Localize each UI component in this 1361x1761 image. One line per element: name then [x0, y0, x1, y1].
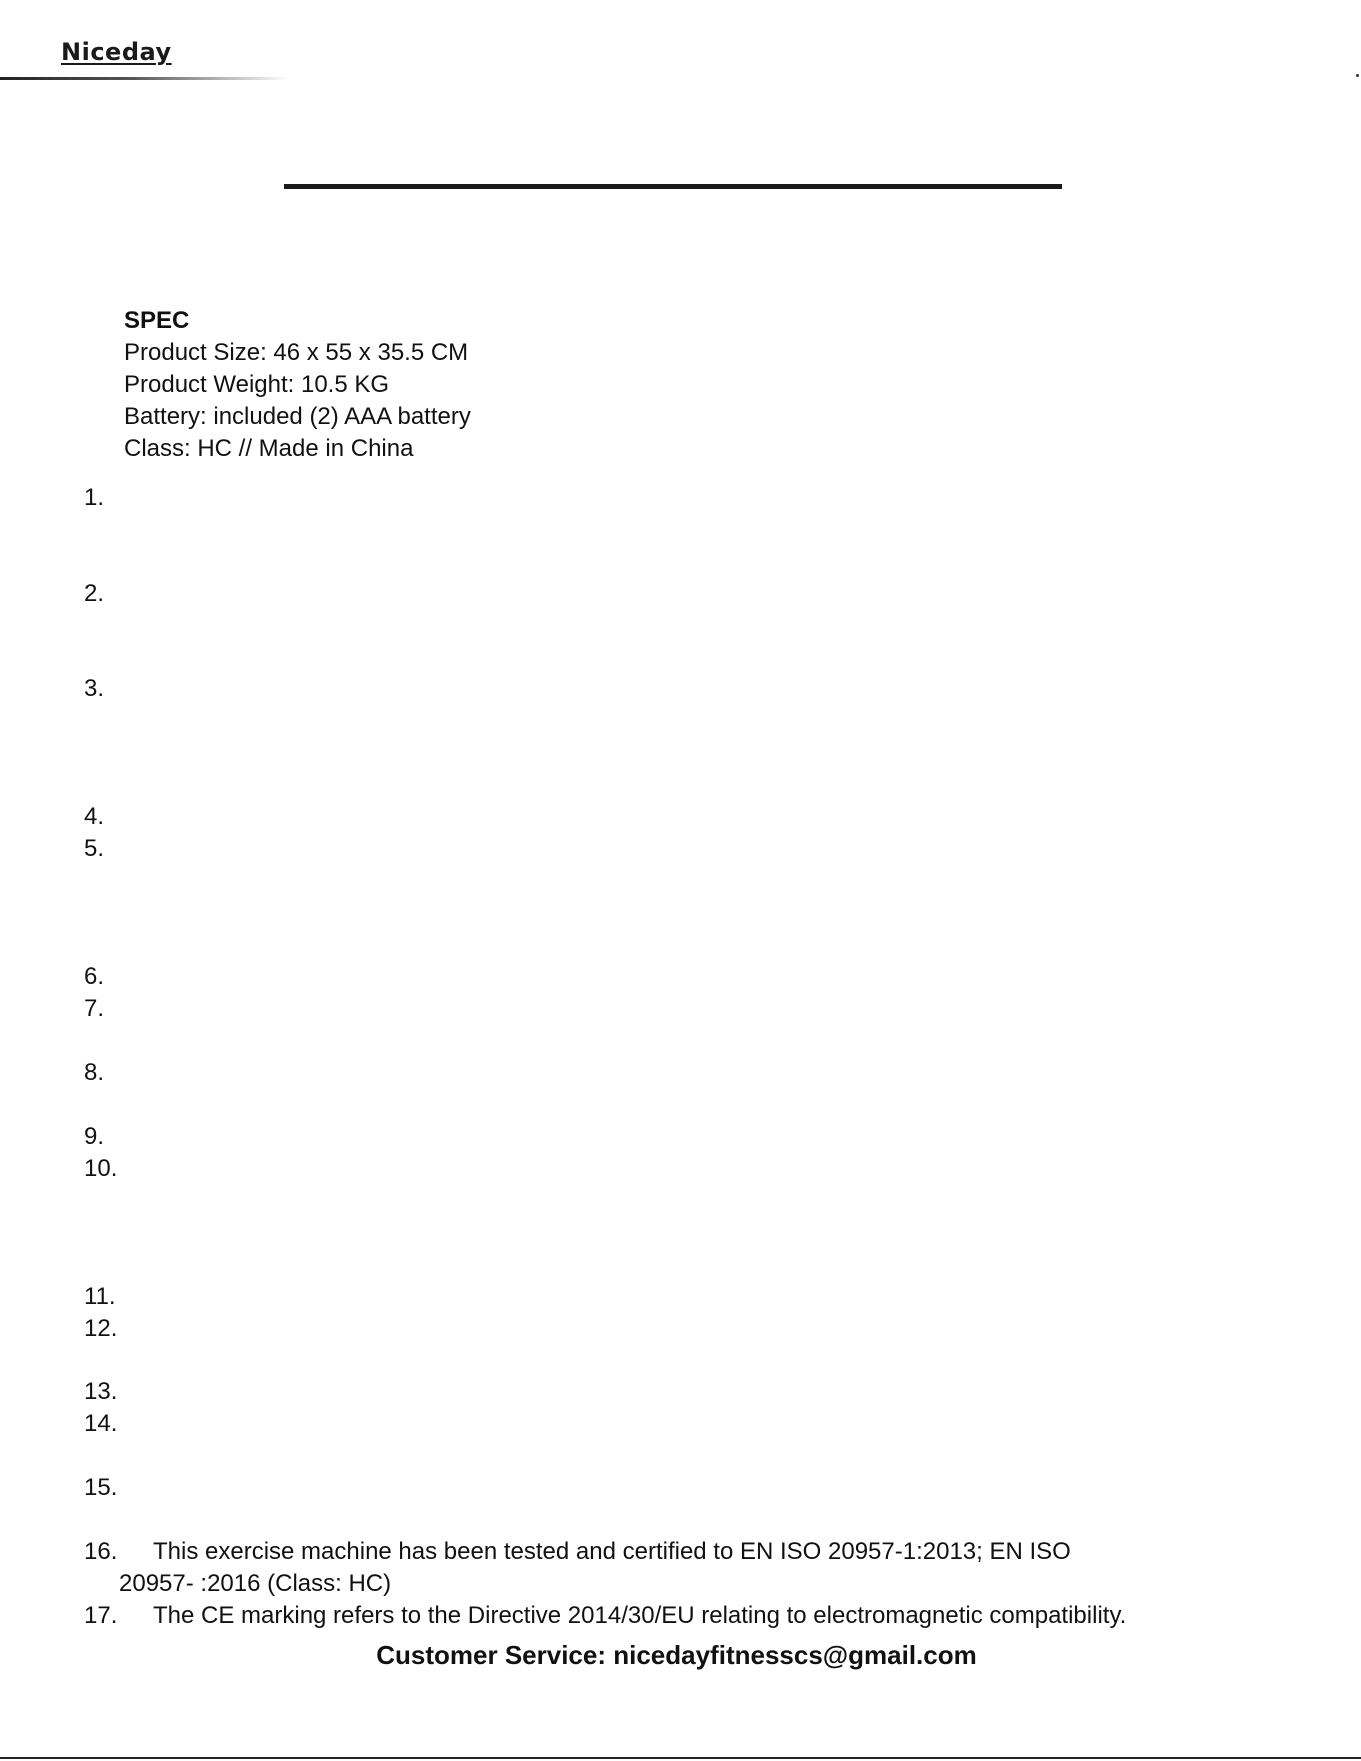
footer-divider: [0, 1757, 1361, 1759]
list-number-8: 8.: [84, 1059, 105, 1086]
list-number-9: 9.: [84, 1123, 105, 1150]
list-number-11: 11.: [84, 1283, 116, 1310]
page-edge-mark: [1356, 74, 1359, 77]
list-number-6: 6.: [84, 963, 105, 990]
list-number-7: 7.: [84, 995, 105, 1022]
list-number-15: 15.: [84, 1474, 118, 1501]
item-17-text: The CE marking refers to the Directive 2014/30/EU relating to electromagnetic compatibility.: [153, 1602, 1127, 1629]
list-number-1: 1.: [84, 484, 105, 511]
brand-logo: Niceday: [61, 38, 172, 66]
customer-service-text: Customer Service: nicedayfitnesscs@gmail.com: [376, 1640, 977, 1670]
spec-battery: Battery: included (2) AAA battery: [124, 403, 471, 430]
list-number-12: 12.: [84, 1315, 118, 1342]
list-number-3: 3.: [84, 675, 105, 702]
customer-service-line: [0, 1638, 1361, 1672]
spec-product-weight: Product Weight: 10.5 KG: [124, 371, 390, 398]
header-divider: [0, 77, 290, 80]
item-16-text-line-2: 20957- :2016 (Class: HC): [119, 1570, 392, 1597]
spec-product-size: Product Size: 46 x 55 x 35.5 CM: [124, 339, 469, 366]
title-bar: [284, 184, 1062, 189]
spec-heading: SPEC: [124, 307, 190, 334]
spec-block: [124, 305, 471, 465]
list-number-10: 10.: [84, 1155, 118, 1182]
list-number-14: 14.: [84, 1410, 118, 1437]
list-number-13: 13.: [84, 1378, 118, 1405]
list-number-2: 2.: [84, 580, 105, 607]
spec-class: Class: HC // Made in China: [124, 435, 414, 462]
item-16-text-line-1: This exercise machine has been tested and certified to EN ISO 20957-1:2013; EN ISO: [153, 1538, 1071, 1565]
list-number-16: 16.: [84, 1538, 118, 1565]
list-number-17: 17.: [84, 1602, 118, 1629]
list-number-4: 4.: [84, 803, 105, 830]
list-number-5: 5.: [84, 835, 105, 862]
